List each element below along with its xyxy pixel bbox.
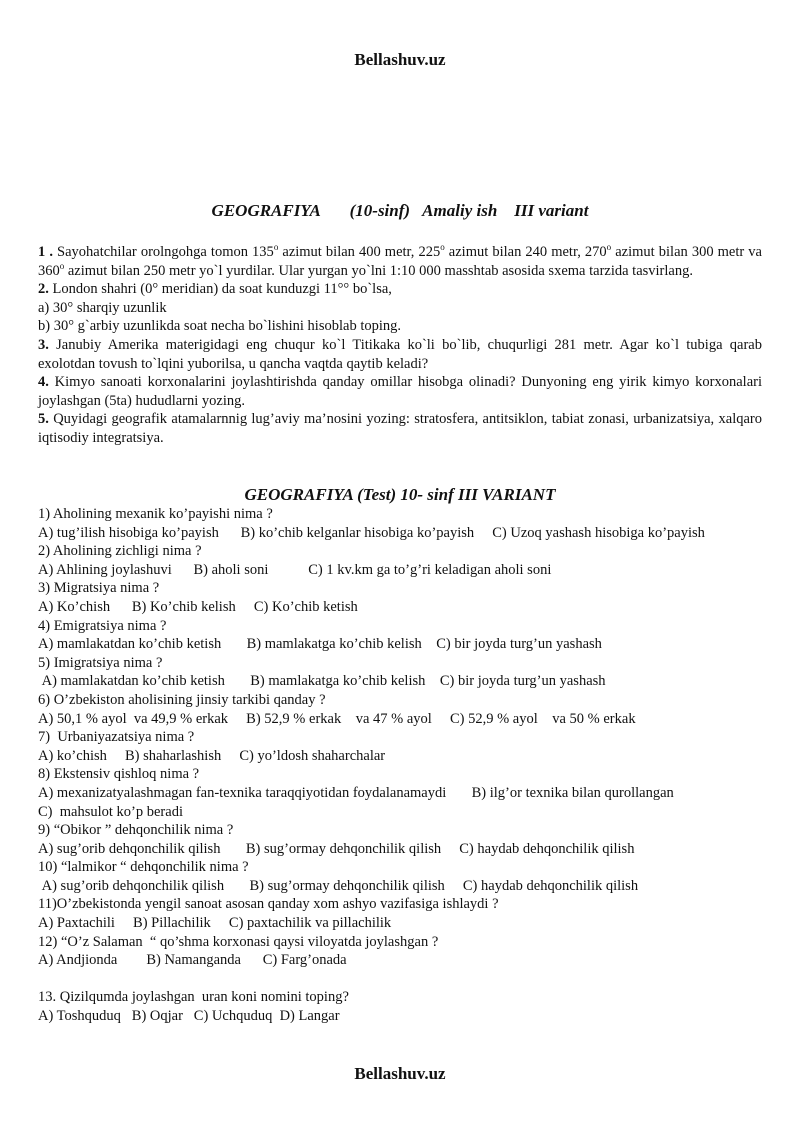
site-header: Bellashuv.uz	[354, 50, 446, 69]
test-line: 6) O’zbekiston aholisining jinsiy tarkibi qanday ?	[38, 691, 326, 708]
test-line: 5) Imigratsiya nima ?	[38, 654, 163, 671]
test-line: A) Paxtachili B) Pillachilik C) paxtachilik va pillachilik	[38, 915, 392, 932]
test-line: 2) Aholining zichligi nima ?	[38, 543, 202, 560]
test-line: A) mamlakatdan ko’chib ketish B) mamlakatga ko’chib kelish C) bir joyda turg’un yashash	[38, 636, 602, 653]
test-line: 7) Urbaniyazatsiya nima ?	[38, 729, 195, 746]
test-line: 11)O’zbekistonda yengil sanoat asosan qanday xom ashyo vazifasiga ishlaydi ?	[38, 896, 499, 913]
test-line	[38, 970, 762, 989]
test-line: A) Ko’chish B) Ko’chib kelish C) Ko’chib ketish	[38, 598, 358, 615]
test-line: A) mexanizatyalashmagan fan-texnika taraqqiyotidan foydalanamaydi B) ilg’or texnika bilan qurollangan	[38, 784, 674, 801]
test-line: A) ko’chish B) shaharlashish C) yo’ldosh shaharchalar	[38, 747, 386, 764]
test-line: 4) Emigratsiya nima ?	[38, 617, 167, 634]
test-line: 3) Migratsiya nima ?	[38, 580, 160, 597]
test-line: A) 50,1 % ayol va 49,9 % erkak B) 52,9 % erkak va 47 % ayol C) 52,9 % ayol va 50 % erkak	[38, 710, 636, 727]
test-line: 12) “O’z Salaman “ qo’shma korxonasi qaysi viloyatda joylashgan ?	[38, 933, 439, 950]
site-footer: Bellashuv.uz	[354, 1064, 446, 1083]
question-1: 1 . Sayohatchilar orolngohga tomon 135$^o$ azimut bilan 400 metr, 225$^o$ azimut bilan 240 metr, 270$^o$ azimut bilan 300 metr va 360$^o$ azimut bilan 250 metr yo`l yurdilar. Ular yurgan yo`lni 1:10 000 masshtab asosida sxema tarzida tasvirlang.	[38, 242, 762, 279]
test-line: 1) Aholining mexanik ko’payishi nima ?	[38, 506, 273, 522]
question-5: 5. Quyidagi geografik atamalarnnig lug’aviy ma’nosini yozing: stratosfera, antitsiklon, tabiat zonasi, urbanizatsiya, xalqaro iqtisodiy integratsiya.	[38, 411, 762, 446]
test-line: A) Andjionda B) Namanganda C) Farg’onada	[38, 952, 347, 969]
test-line: A) mamlakatdan ko’chib ketish B) mamlakatga ko’chib kelish C) bir joyda turg’un yashash	[38, 673, 606, 690]
test-line: 9) “Obikor ” dehqonchilik nima ?	[38, 822, 234, 839]
question-3: 3. Janubiy Amerika materigidagi eng chuqur ko`l Titikaka ko`li bo`lib, chuqurligi 281 metr. Agar ko`l tubiga qarab exolotdan tovush to`lqini yuborilsa, u qancha vaqtda qaytib keladi?	[38, 336, 762, 372]
test-line: 13. Qizilqumda joylashgan uran koni nomini toping?	[38, 989, 349, 1006]
test-line: A) Toshquduq B) Oqjar C) Uchquduq D) Langar	[38, 1008, 340, 1025]
test-line: A) sug’orib dehqonchilik qilish B) sug’ormay dehqonchilik qilish C) haydab dehqonchilik qilish	[38, 840, 635, 857]
practical-title: GEOGRAFIYA (10-sinf) Amaliy ish III variant	[211, 201, 589, 220]
question-2-option-b: b) 30° g`arbiy uzunlikda soat necha bo`lishini hisoblab toping.	[38, 318, 401, 335]
question-2-option-a: a) 30° sharqiy uzunlik	[38, 299, 167, 316]
test-line: 8) Ekstensiv qishloq nima ?	[38, 766, 200, 783]
test-line: A) tug’ilish hisobiga ko’payish B) ko’chib kelganlar hisobiga ko’payish C) Uzoq yashash hisobiga ko’payish	[38, 524, 705, 541]
test-line: A) sug’orib dehqonchilik qilish B) sug’ormay dehqonchilik qilish C) haydab dehqonchilik qilish	[38, 877, 639, 894]
test-title: GEOGRAFIYA (Test) 10- sinf III VARIANT	[244, 485, 556, 504]
question-4: 4. Kimyo sanoati korxonalarini joylashtirishda qanday omillar hisobga olinadi? Dunyoning eng yirik kimyo korxonalari joylashgan (5ta) hududlarni yozing.	[38, 374, 762, 409]
test-line: A) Ahlining joylashuvi B) aholi soni C) 1 kv.km ga to’g’ri keladigan aholi soni	[38, 561, 552, 578]
practical-section	[38, 243, 762, 448]
test-section	[38, 505, 762, 1026]
test-line: 10) “lalmikor “ dehqonchilik nima ?	[38, 859, 249, 876]
question-2: 2. London shahri (0° meridian) da soat kunduzgi 11°° bo`lsa,	[38, 281, 392, 298]
test-line: C) mahsulot ko’p beradi	[38, 803, 183, 820]
